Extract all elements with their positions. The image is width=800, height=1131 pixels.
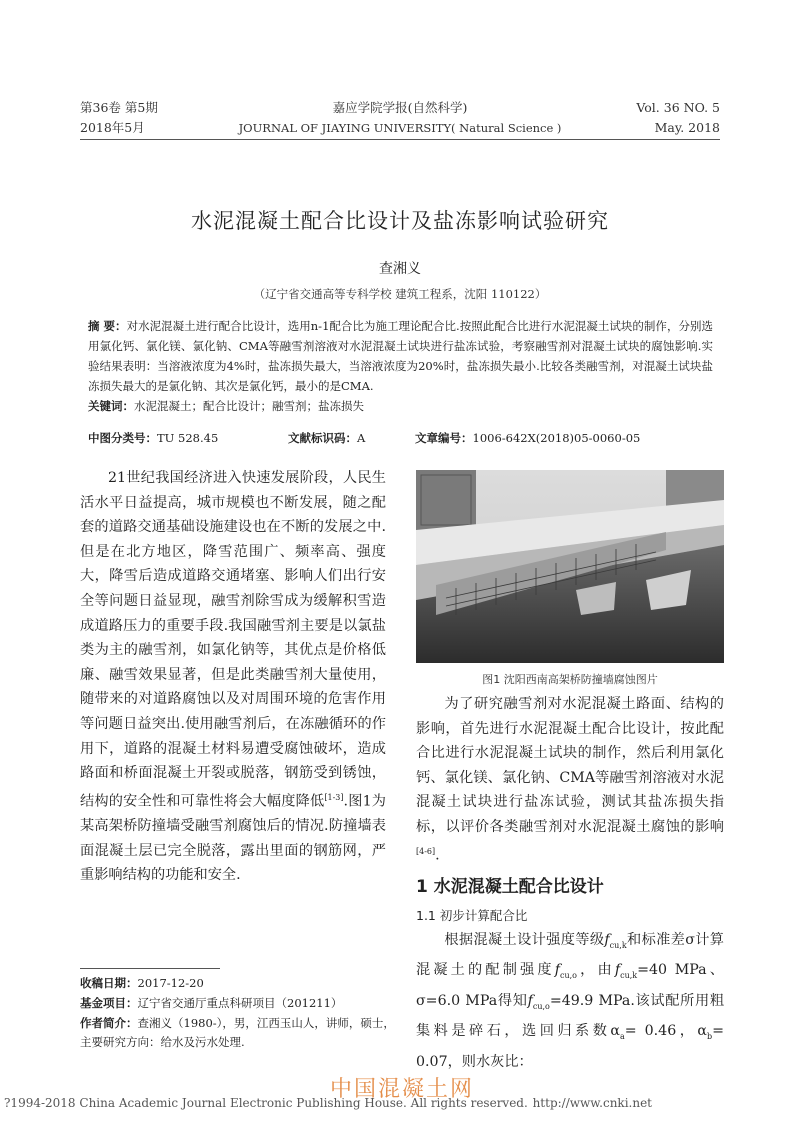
symbol-f: f <box>604 932 610 948</box>
sub-cuk: cu,k <box>620 971 638 981</box>
symbol-f: f <box>554 962 560 979</box>
s1-text-a: 根据混凝土设计强度等级 <box>444 932 605 948</box>
symbol-f: f <box>614 962 621 979</box>
subsection-1-1-heading: 1.1 初步计算配合比 <box>416 908 528 923</box>
s1-text-b: 和标准差σ计算混凝土的配制强度 <box>416 932 724 979</box>
keywords-text: 水泥混凝土；配合比设计；融雪剂；盐冻损失 <box>134 399 364 413</box>
footnote-received <box>80 974 400 993</box>
header-date-cn: 2018年5月 <box>80 120 145 135</box>
sub-cuo: cu,o <box>560 971 577 981</box>
footnote-author-bio <box>80 1014 400 1052</box>
bridge-photo-illustration <box>416 470 724 663</box>
right-para-text: 为了研究融雪剂对水泥混凝土路面、结构的影响，首先进行水泥混凝土配合比设计，按此配合比进行水泥混凝土试块的制作，然后利用氯化钙、氯化镁、氯化钠、CMA等融雪剂溶液对水泥混凝土试块进行盐冻试验，测试其盐冻损失指标，以评价各类融雪剂对水泥混凝土腐蚀的影响 <box>416 696 724 835</box>
doc-code-value: A <box>357 431 366 445</box>
received-label: 收稿日期： <box>80 976 138 990</box>
watermark: 中国混凝土网 <box>330 1077 475 1102</box>
left-citation: [1-3] <box>324 792 344 802</box>
received-date: 2017-12-20 <box>137 976 204 990</box>
s1-text-c: ，由 <box>577 962 615 979</box>
symbol-f: f <box>527 992 533 1009</box>
keywords <box>88 396 713 416</box>
section-1-heading: 1 水泥混凝土配合比设计 <box>416 877 604 897</box>
body-left-paragraph <box>80 466 386 888</box>
footer-copyright: ?1994-2018 China Academic Journal Electronic Publishing House. All rights reserved. <box>4 1096 528 1110</box>
article-no-label: 文章编号： <box>415 431 473 445</box>
doc-code <box>288 430 365 446</box>
header-vol-issue-cn: 第36卷 第5期 <box>80 100 158 115</box>
article-title: 水泥混凝土配合比设计及盐冻影响试验研究 <box>191 209 609 233</box>
header-rule <box>80 139 720 140</box>
doc-code-label: 文献标识码： <box>288 431 357 445</box>
abstract-text: 对水泥混凝土进行配合比设计，选用n-1配合比为施工理论配合比.按照此配合比进行水泥混凝土试块的制作，分别选用氯化钙、氯化镁、氯化钠、CMA等融雪剂溶液对水泥混凝土试块进行盐冻试验，考察融雪剂对混凝土试块的腐蚀影响.实验结果表明：当溶液浓度为4%时，盐冻损失最大，当溶液浓度为20%时，盐冻损失最小.比较各类融雪剂，对混凝土试块盐冻损失最大的是氯化钠、其次是氯化钙，最小的是CMA. <box>88 319 713 393</box>
s1-text-e: =49.9 MPa.该试配所用粗集料是碎石，选回归系数α <box>416 992 725 1040</box>
s1-text-g: = 0.07，则水灰比： <box>416 1023 724 1070</box>
sub-a: a <box>619 1032 625 1042</box>
author-bio-label: 作者简介： <box>80 1016 138 1030</box>
header-date-en: May. 2018 <box>654 120 720 135</box>
right-citation: [4-6] <box>416 846 436 856</box>
clc-value: TU 528.45 <box>157 431 219 445</box>
fund-text: 辽宁省交通厅重点科研项目（201211） <box>137 996 343 1010</box>
header-journal-en: JOURNAL OF JIAYING UNIVERSITY( Natural Science ) <box>238 121 562 135</box>
body-right-paragraph: 为了研究融雪剂对水泥混凝土路面、结构的影响，首先进行水泥混凝土配合比设计，按此配合比进行水泥混凝土试块的制作，然后利用氯化钙、氯化镁、氯化钠、CMA等融雪剂溶液对水泥混凝土试块进行盐冻试验，测试其盐冻损失指标，以评价各类融雪剂对水泥混凝土腐蚀的影响[4-6]. <box>416 696 724 864</box>
clc-label: 中图分类号： <box>88 431 157 445</box>
sub-cuk: cu,k <box>609 940 627 950</box>
article-no-value: 1006-642X(2018)05-0060-05 <box>472 431 641 445</box>
left-para-text: 21世纪我国经济进入快速发展阶段，人民生活水平日益提高，城市规模也不断发展，随之配套的道路交通基础设施建设也在不断的发展之中.但是在北方地区，降雪范围广、频率高、强度大，降雪后造成道路交通堵塞、影响人们出行安全等问题日益显现，融雪剂除雪成为缓解积雪造成道路压力的重要手段.我国融雪剂主要是以氯盐类为主的融雪剂，如氯化钠等，其优点是价格低廉、融雪效果显著，但是此类融雪剂大量使用，随带来的对道路腐蚀以及对周围环境的危害作用等问题日益突出.使用融雪剂后，在冻融循环的作用下，道路的混凝土材料易遭受腐蚀破坏，造成路面和桥面混凝土开裂或脱落，钢筋受到锈蚀，结构的安全性和可靠性将会大幅度降低 <box>80 470 386 810</box>
article-affiliation: （辽宁省交通高等专科学校 建筑工程系，沈阳 110122） <box>253 287 547 301</box>
keywords-label: 关键词： <box>88 399 134 413</box>
abstract-label: 摘 要： <box>88 319 127 333</box>
sub-b: b <box>706 1032 713 1042</box>
clc <box>88 430 218 446</box>
abstract <box>88 316 713 396</box>
footer-url[interactable]: http://www.cnki.net <box>532 1096 652 1110</box>
author-bio-text: 查湘义（1980-），男，江西玉山人，讲师，硕士，主要研究方向：给水及污水处理. <box>80 1016 395 1049</box>
header-journal-cn: 嘉应学院学报(自然科学) <box>332 100 468 115</box>
footnote-fund <box>80 994 400 1013</box>
left-para-tail: .图1为某高架桥防撞墙受融雪剂腐蚀后的情况.防撞墙表面混凝土层已完全脱落，露出里面的钢筋网，严重影响结构的功能和安全. <box>80 793 386 884</box>
s1-text-f: = 0.46，α <box>624 1023 707 1040</box>
article-author: 查湘义 <box>379 261 421 277</box>
figure-1-photo <box>416 470 724 663</box>
sub-cuo: cu,o <box>532 1001 550 1011</box>
figure-1-caption: 图1 沈阳西南高架桥防撞墙腐蚀图片 <box>482 673 658 686</box>
s1-text-d: =40 MPa、σ=6.0 MPa得知 <box>416 962 724 1009</box>
footnote-rule <box>80 968 220 969</box>
article-no <box>415 430 640 446</box>
fund-label: 基金项目： <box>80 996 138 1010</box>
section-1-1-text <box>416 928 724 1074</box>
header-vol-issue-en: Vol. 36 NO. 5 <box>636 100 720 115</box>
